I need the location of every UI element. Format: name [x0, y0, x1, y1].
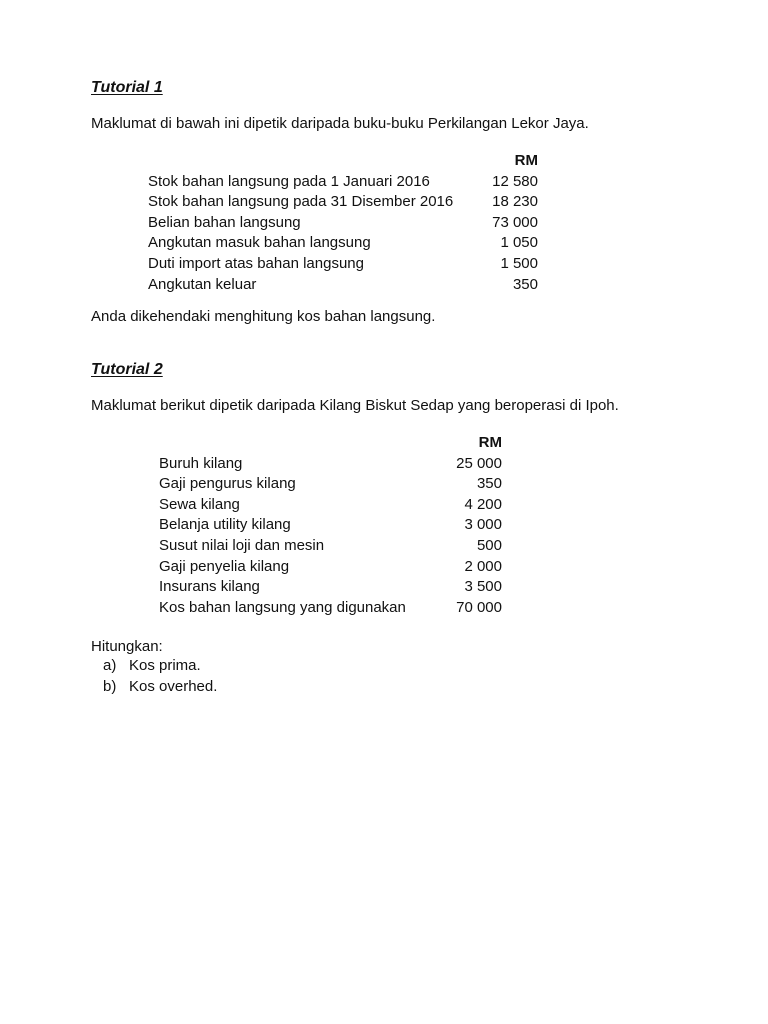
item-label: Gaji pengurus kilang	[159, 475, 296, 493]
item-amount: 3 500	[464, 578, 502, 596]
currency-header: RM	[514, 152, 538, 169]
tutorial1-table	[148, 151, 538, 295]
item-label: Belanja utility kilang	[159, 516, 291, 534]
table-row	[159, 598, 502, 619]
item-amount: 500	[476, 536, 502, 554]
list-marker: a)	[103, 657, 117, 674]
tutorial2-intro: Maklumat berikut dipetik daripada Kilang Biskut Sedap yang beroperasi di Ipoh.	[91, 397, 619, 414]
item-amount: 25 000	[456, 454, 502, 472]
table-row	[159, 536, 502, 557]
table-row	[159, 495, 502, 516]
item-amount: 2 000	[464, 557, 502, 575]
item-amount: 70 000	[456, 598, 502, 616]
item-amount: 4 200	[464, 495, 502, 513]
item-label: Gaji penyelia kilang	[159, 557, 290, 575]
item-amount: 1 050	[500, 234, 538, 252]
question-text: Kos prima.	[129, 657, 201, 674]
table-row	[148, 233, 538, 254]
tutorial1-table-header	[148, 151, 538, 172]
table-row	[159, 577, 502, 598]
tutorial1-instruction: Anda dikehendaki menghitung kos bahan langsung.	[91, 308, 436, 325]
item-label: Angkutan masuk bahan langsung	[148, 234, 371, 252]
item-amount: 1 500	[500, 254, 538, 272]
tutorial1-intro: Maklumat di bawah ini dipetik daripada buku-buku Perkilangan Lekor Jaya.	[91, 115, 589, 132]
item-label: Stok bahan langsung pada 31 Disember 2016	[148, 193, 454, 211]
question-list	[103, 656, 403, 697]
table-row	[148, 213, 538, 234]
item-amount: 73 000	[492, 213, 538, 231]
item-label: Angkutan keluar	[148, 275, 257, 293]
item-label: Insurans kilang	[159, 578, 260, 596]
item-label: Belian bahan langsung	[148, 213, 301, 231]
item-label: Sewa kilang	[159, 495, 240, 513]
tutorial2-instruction: Hitungkan:	[91, 638, 163, 655]
list-item	[103, 656, 403, 677]
tutorial1-title: Tutorial 1	[91, 79, 163, 96]
table-row	[148, 275, 538, 296]
list-item	[103, 677, 403, 698]
item-amount: 350	[476, 475, 502, 493]
table-row	[148, 192, 538, 213]
table-row	[148, 254, 538, 275]
item-amount: 3 000	[464, 516, 502, 534]
table-row	[159, 474, 502, 495]
item-label: Stok bahan langsung pada 1 Januari 2016	[148, 172, 430, 190]
item-amount: 12 580	[492, 172, 538, 190]
item-label: Buruh kilang	[159, 454, 243, 472]
tutorial2-table-header	[159, 433, 502, 454]
table-row	[148, 172, 538, 193]
table-row	[159, 454, 502, 475]
tutorial2-title: Tutorial 2	[91, 361, 163, 378]
question-text: Kos overhed.	[129, 677, 218, 695]
item-label: Duti import atas bahan langsung	[148, 254, 364, 272]
tutorial2-table	[159, 433, 502, 618]
item-amount: 350	[512, 275, 538, 293]
table-row	[159, 515, 502, 536]
table-row	[159, 557, 502, 578]
item-label: Susut nilai loji dan mesin	[159, 536, 325, 554]
item-amount: 18 230	[492, 193, 538, 211]
currency-header: RM	[478, 434, 502, 451]
item-label: Kos bahan langsung yang digunakan	[159, 598, 406, 616]
list-marker: b)	[103, 677, 117, 695]
